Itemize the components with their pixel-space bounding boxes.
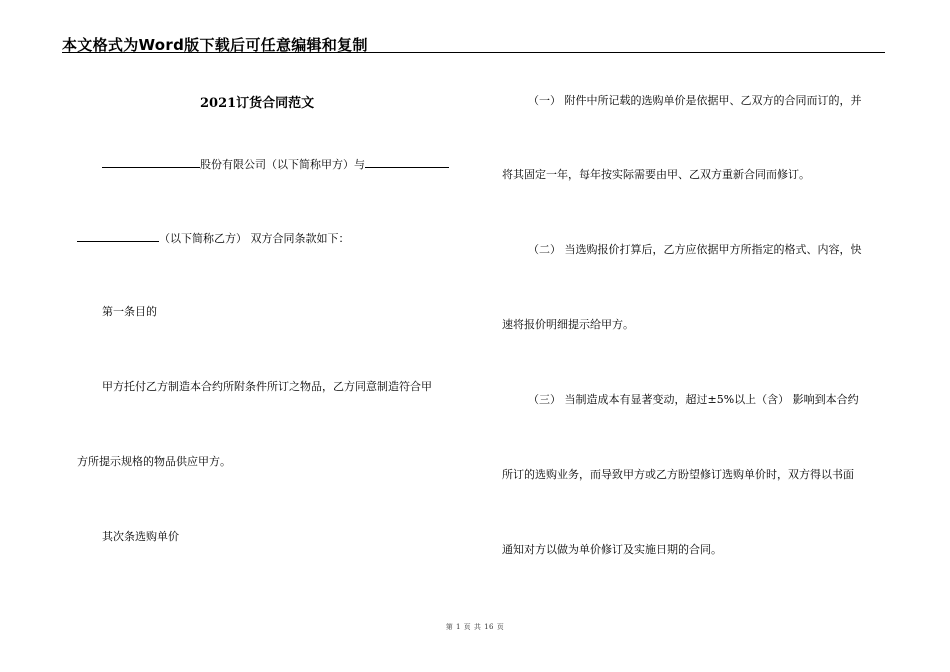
intro-line [77,231,350,246]
article1-text-line2: 方所提示规格的物品供应甲方。 [77,455,231,468]
party-line-text: 股份有限公司（以下简称甲方）与 [200,158,365,171]
article2-heading: 其次条选购单价 [102,530,179,543]
party-b-name-blank[interactable] [77,231,159,242]
article1-heading: 第一条目的 [102,305,157,318]
clause2-line2: 速将报价明细提示给甲方。 [502,318,634,331]
article1-text-line1: 甲方托付乙方制造本合约所附条件所订之物品，乙方同意制造符合甲 [102,380,432,393]
party-a-blank[interactable] [102,157,200,168]
clause1-line1: （一） 附件中所记载的选购单价是依据甲、乙双方的合同而订的，并 [528,94,862,107]
party-line [102,157,449,172]
clause1-line2: 将其固定一年，每年按实际需要由甲、乙双方重新合同而修订。 [502,168,810,181]
clause3-line1: （三） 当制造成本有显著变动，超过±5%以上（含） 影响到本合约 [528,393,859,406]
clause2-line1: （二） 当选购报价打算后，乙方应依据甲方所指定的格式、内容，快 [528,243,862,256]
intro-line-text: （以下简称乙方） 双方合同条款如下： [159,232,350,245]
clause3-line3: 通知对方以做为单价修订及实施日期的合同。 [502,543,722,556]
document-title: 2021订货合同范文 [200,96,315,111]
header-divider [62,52,885,53]
page-indicator: 第 1 页 共 16 页 [445,623,505,631]
header-title: 本文格式为Word版下载后可任意编辑和复制 [62,36,368,54]
party-b-blank[interactable] [365,157,449,168]
clause3-line2: 所订的选购业务，而导致甲方或乙方盼望修订选购单价时，双方得以书面 [502,468,854,481]
